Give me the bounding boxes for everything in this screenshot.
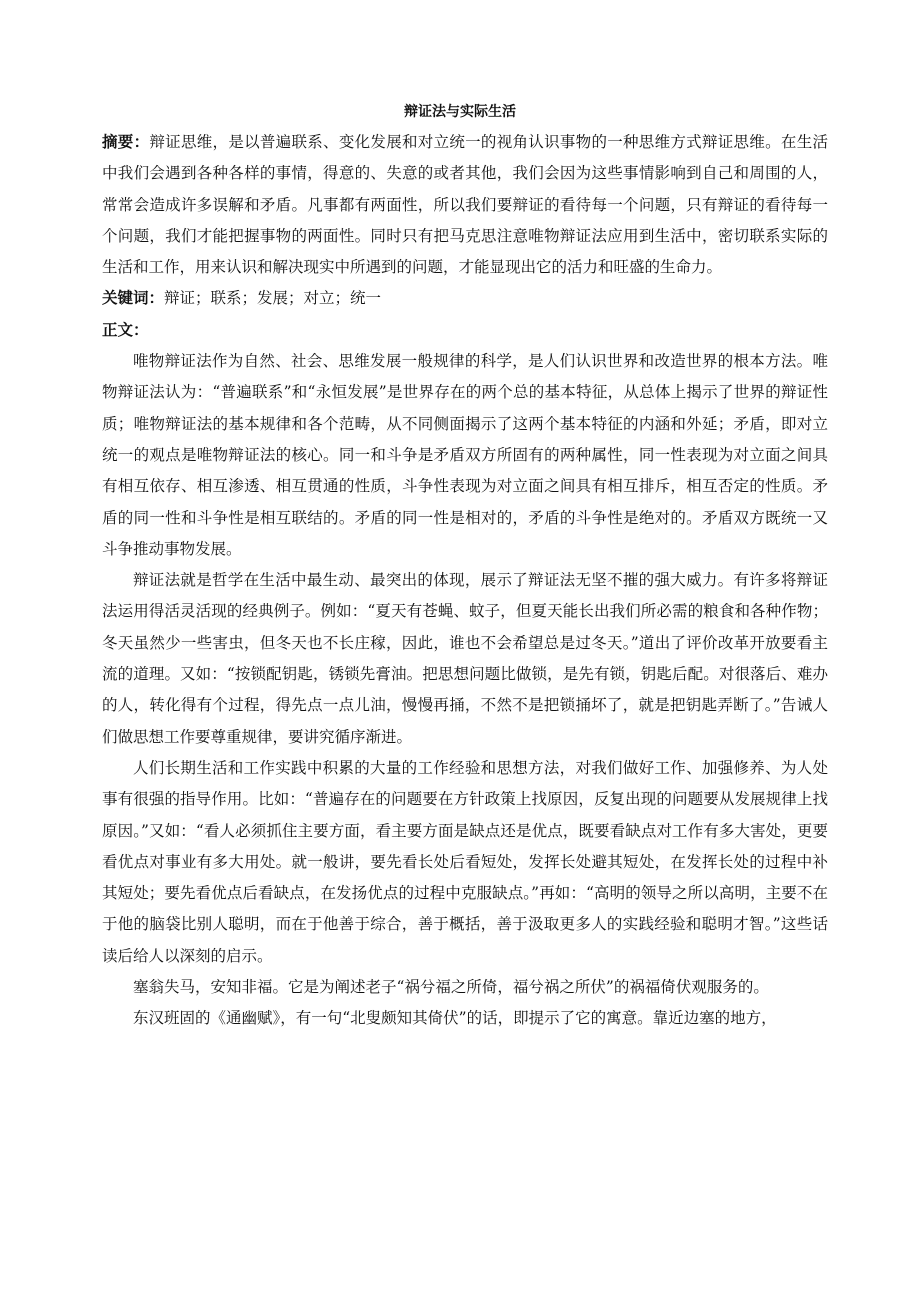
abstract-label: 摘要：: [102, 133, 150, 151]
body-heading: 正文：: [102, 320, 149, 339]
document-content: [102, 127, 828, 1035]
body-paragraph-1: 唯物辩证法作为自然、社会、思维发展一般规律的科学，是人们认识世界和改造世界的根本方法。唯物辩证法认为：“普遍联系”和“永恒发展”是世界存在的两个总的基本特征，从总体上揭示了世界的辩证性质；唯物辩证法的基本规律和各个范畴，从不同侧面揭示了这两个基本特征的内涵和外延；矛盾，即对立统一的观点是唯物辩证法的核心。同一和斗争是矛盾双方所固有的两种属性，同一性表现为对立面之间具有相互依存、相互渗透、相互贯通的性质，斗争性表现为对立面之间具有相互排斥，相互否定的性质。矛盾的同一性和斗争性是相互联结的。矛盾的同一性是相对的，矛盾的斗争性是绝对的。矛盾双方既统一又斗争推动事物发展。: [102, 352, 828, 558]
document-title: 辩证法与实际生活: [404, 104, 516, 120]
body-paragraph-3: 人们长期生活和工作实践中积累的大量的工作经验和思想方法，对我们做好工作、加强修养、为人处事有很强的指导作用。比如：“普遍存在的问题要在方针政策上找原因，反复出现的问题要从发展规律上找原因。”又如：“看人必须抓住主要方面，看主要方面是缺点还是优点，既要看缺点对工作有多大害处，更要看优点对事业有多大用处。就一般讲，要先看长处后看短处，发挥长处避其短处，在发挥长处的过程中补其短处；要先看优点后看缺点，在发扬优点的过程中克服缺点。”再如：“高明的领导之所以高明，主要不在于他的脑袋比别人聪明，而在于他善于综合，善于概括，善于汲取更多人的实践经验和聪明才智。”这些话读后给人以深刻的启示。: [102, 758, 828, 965]
keywords-label: 关键词：: [102, 289, 165, 308]
body-paragraph-4: 塞翁失马，安知非福。它是为阐述老子“祸兮福之所倚，福兮祸之所伏”的祸福倚伏观服务的。: [133, 978, 769, 997]
keywords-text: 辩证；联系；发展；对立；统一: [164, 289, 382, 308]
body-paragraph-2: 辩证法就是哲学在生活中最生动、最突出的体现，展示了辩证法无坚不摧的强大威力。有许多将辩证法运用得活灵活现的经典例子。例如：“夏天有苍蝇、蚊子，但夏天能长出我们所必需的粮食和各种作物；冬天虽然少一些害虫，但冬天也不长庄稼，因此，谁也不会希望总是过冬天。”道出了评价改革开放要看主流的道理。又如：“按锁配钥匙，锈锁先膏油。把思想问题比做锁，是先有锁，钥匙后配。对很落后、难办的人，转化得有个过程，得先点一点儿油，慢慢再捅，不然不是把锁捅坏了，就是把钥匙弄断了。”告诫人们做思想工作要尊重规律，要讲究循序渐进。: [102, 571, 828, 746]
abstract-text: 辩证思维，是以普遍联系、变化发展和对立统一的视角认识事物的一种思维方式辩证思维。在生活中我们会遇到各种各样的事情，得意的、失意的或者其他，我们会因为这些事情影响到自己和周围的人，常常会造成许多误解和矛盾。凡事都有两面性，所以我们要辩证的看待每一个问题，只有辩证的看待每一个问题，我们才能把握事物的两面性。同时只有把马克思注意唯物辩证法应用到生活中，密切联系实际的生活和工作，用来认识和解决现实中所遇到的问题，才能显现出它的活力和旺盛的生命力。: [102, 133, 828, 277]
abstract-paragraph: [102, 127, 828, 283]
body-paragraph-5: 东汉班固的《通幽赋》，有一句“北叟颇知其倚伏”的话，即提示了它的寓意。靠近边塞的地方，: [133, 1009, 777, 1028]
keywords-paragraph: [102, 283, 828, 314]
